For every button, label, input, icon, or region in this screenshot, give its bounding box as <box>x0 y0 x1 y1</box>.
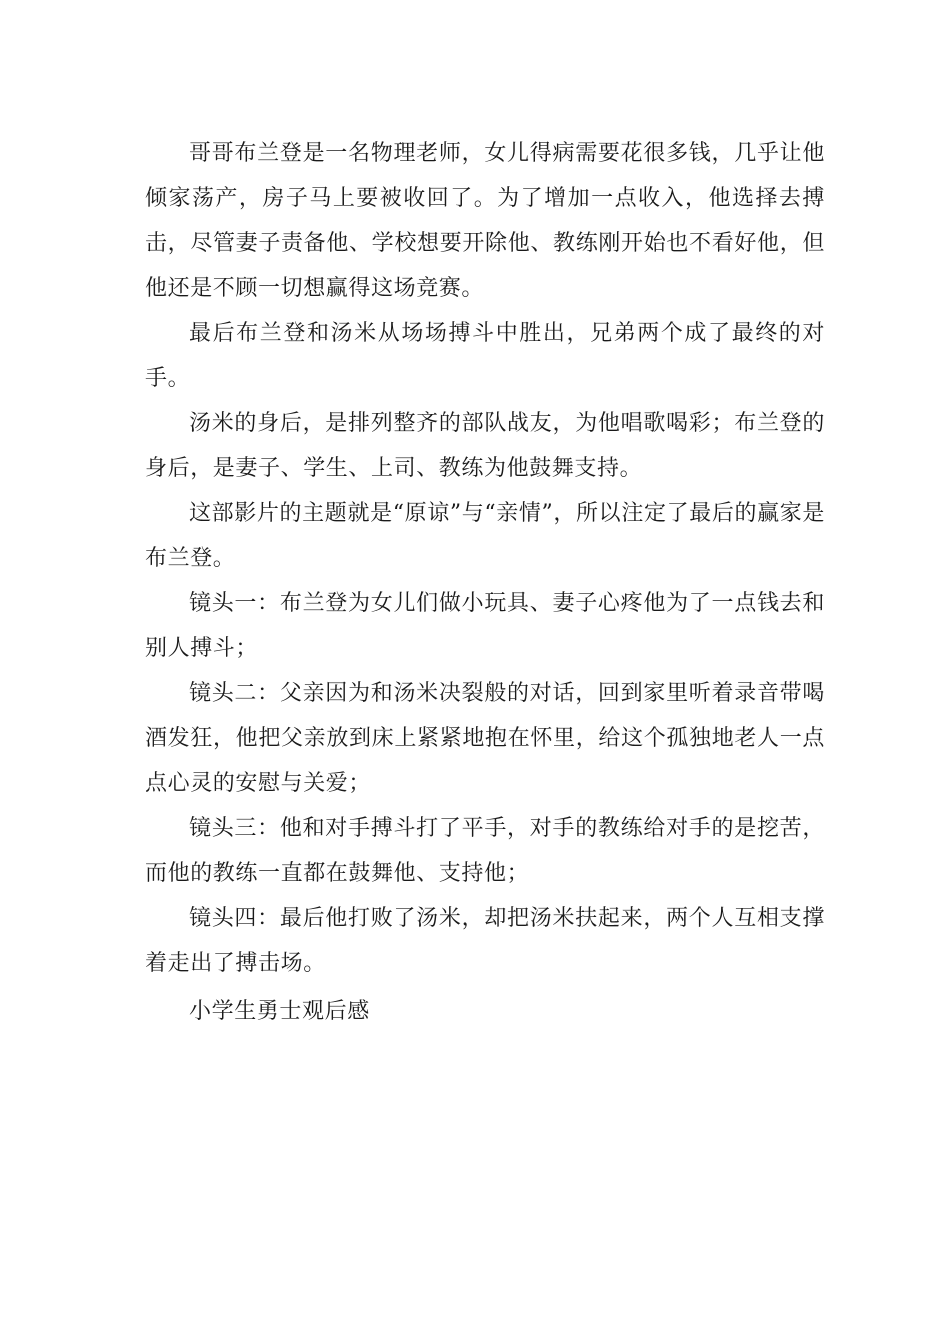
paragraph-5: 镜头一：布兰登为女儿们做小玩具、妻子心疼他为了一点钱去和别人搏斗； <box>145 591 825 661</box>
document-body <box>145 131 825 1034</box>
paragraph-3: 汤米的身后，是排列整齐的部队战友，为他唱歌喝彩；布兰登的身后，是妻子、学生、上司、教练为他鼓舞支持。 <box>145 411 825 481</box>
paragraph-4: 这部影片的主题就是“原谅”与“亲情”，所以注定了最后的赢家是布兰登。 <box>145 501 825 571</box>
paragraph-1: 哥哥布兰登是一名物理老师，女儿得病需要花很多钱，几乎让他倾家荡产，房子马上要被收回了。为了增加一点收入，他选择去搏击，尽管妻子责备他、学校想要开除他、教练刚开始也不看好他，但他还是不顾一切想赢得这场竞赛。 <box>145 141 825 301</box>
paragraph-7: 镜头三：他和对手搏斗打了平手，对手的教练给对手的是挖苦，而他的教练一直都在鼓舞他、支持他； <box>145 816 825 886</box>
section-title: 小学生勇士观后感 <box>189 999 370 1024</box>
paragraph-6: 镜头二：父亲因为和汤米决裂般的对话，回到家里听着录音带喝酒发狂，他把父亲放到床上紧紧地抱在怀里，给这个孤独地老人一点点心灵的安慰与关爱； <box>145 681 825 796</box>
paragraph-2: 最后布兰登和汤米从场场搏斗中胜出，兄弟两个成了最终的对手。 <box>145 321 825 391</box>
paragraph-8: 镜头四：最后他打败了汤米，却把汤米扶起来，两个人互相支撑着走出了搏击场。 <box>145 906 825 976</box>
